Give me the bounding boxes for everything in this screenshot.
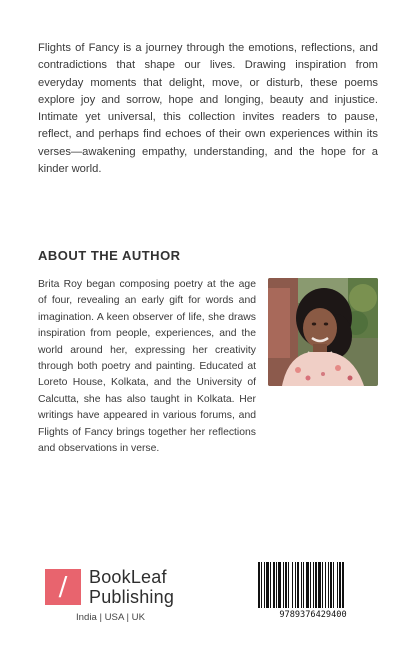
isbn-barcode [256, 560, 370, 628]
publisher-name-line2: Publishing [89, 587, 175, 607]
publisher-logo [45, 567, 195, 627]
about-author-heading: ABOUT THE AUTHOR [38, 248, 181, 263]
barcode-icon [256, 560, 370, 610]
author-portrait-image [268, 278, 378, 386]
publisher-name-line1: BookLeaf [89, 567, 167, 587]
isbn-number: 9789376429400 [279, 610, 347, 620]
slash-icon: / [58, 572, 68, 602]
back-cover-blurb: Flights of Fancy is a journey through the emotions, reflections, and contradictions that shape our lives. Drawing inspiration from everyday moments that delight, move, or disturb, these poems explore joy and sorrow, hope and longing, beauty and injustice. Intimate yet universal, this collection invites readers to pause, reflect, and perhaps find echoes of their own experiences within its verses—awakening empathy, understanding, and the hope for a kinder world. [38, 42, 378, 176]
author-bio: Brita Roy began composing poetry at the age of four, revealing an early gift for words and imagination. A keen observer of life, she draws inspiration from people, experiences, and the world around her, expressing her creativity through both poetry and painting. Educated at Loreto House, Kolkata, and the University of Calcutta, she has also taught in Kolkata. Her writings have appeared in various forums, and Flights of Fancy brings together her reflections and observations in verse. [38, 279, 256, 455]
author-photo [268, 278, 378, 386]
publisher-locations: India | USA | UK [76, 612, 145, 623]
